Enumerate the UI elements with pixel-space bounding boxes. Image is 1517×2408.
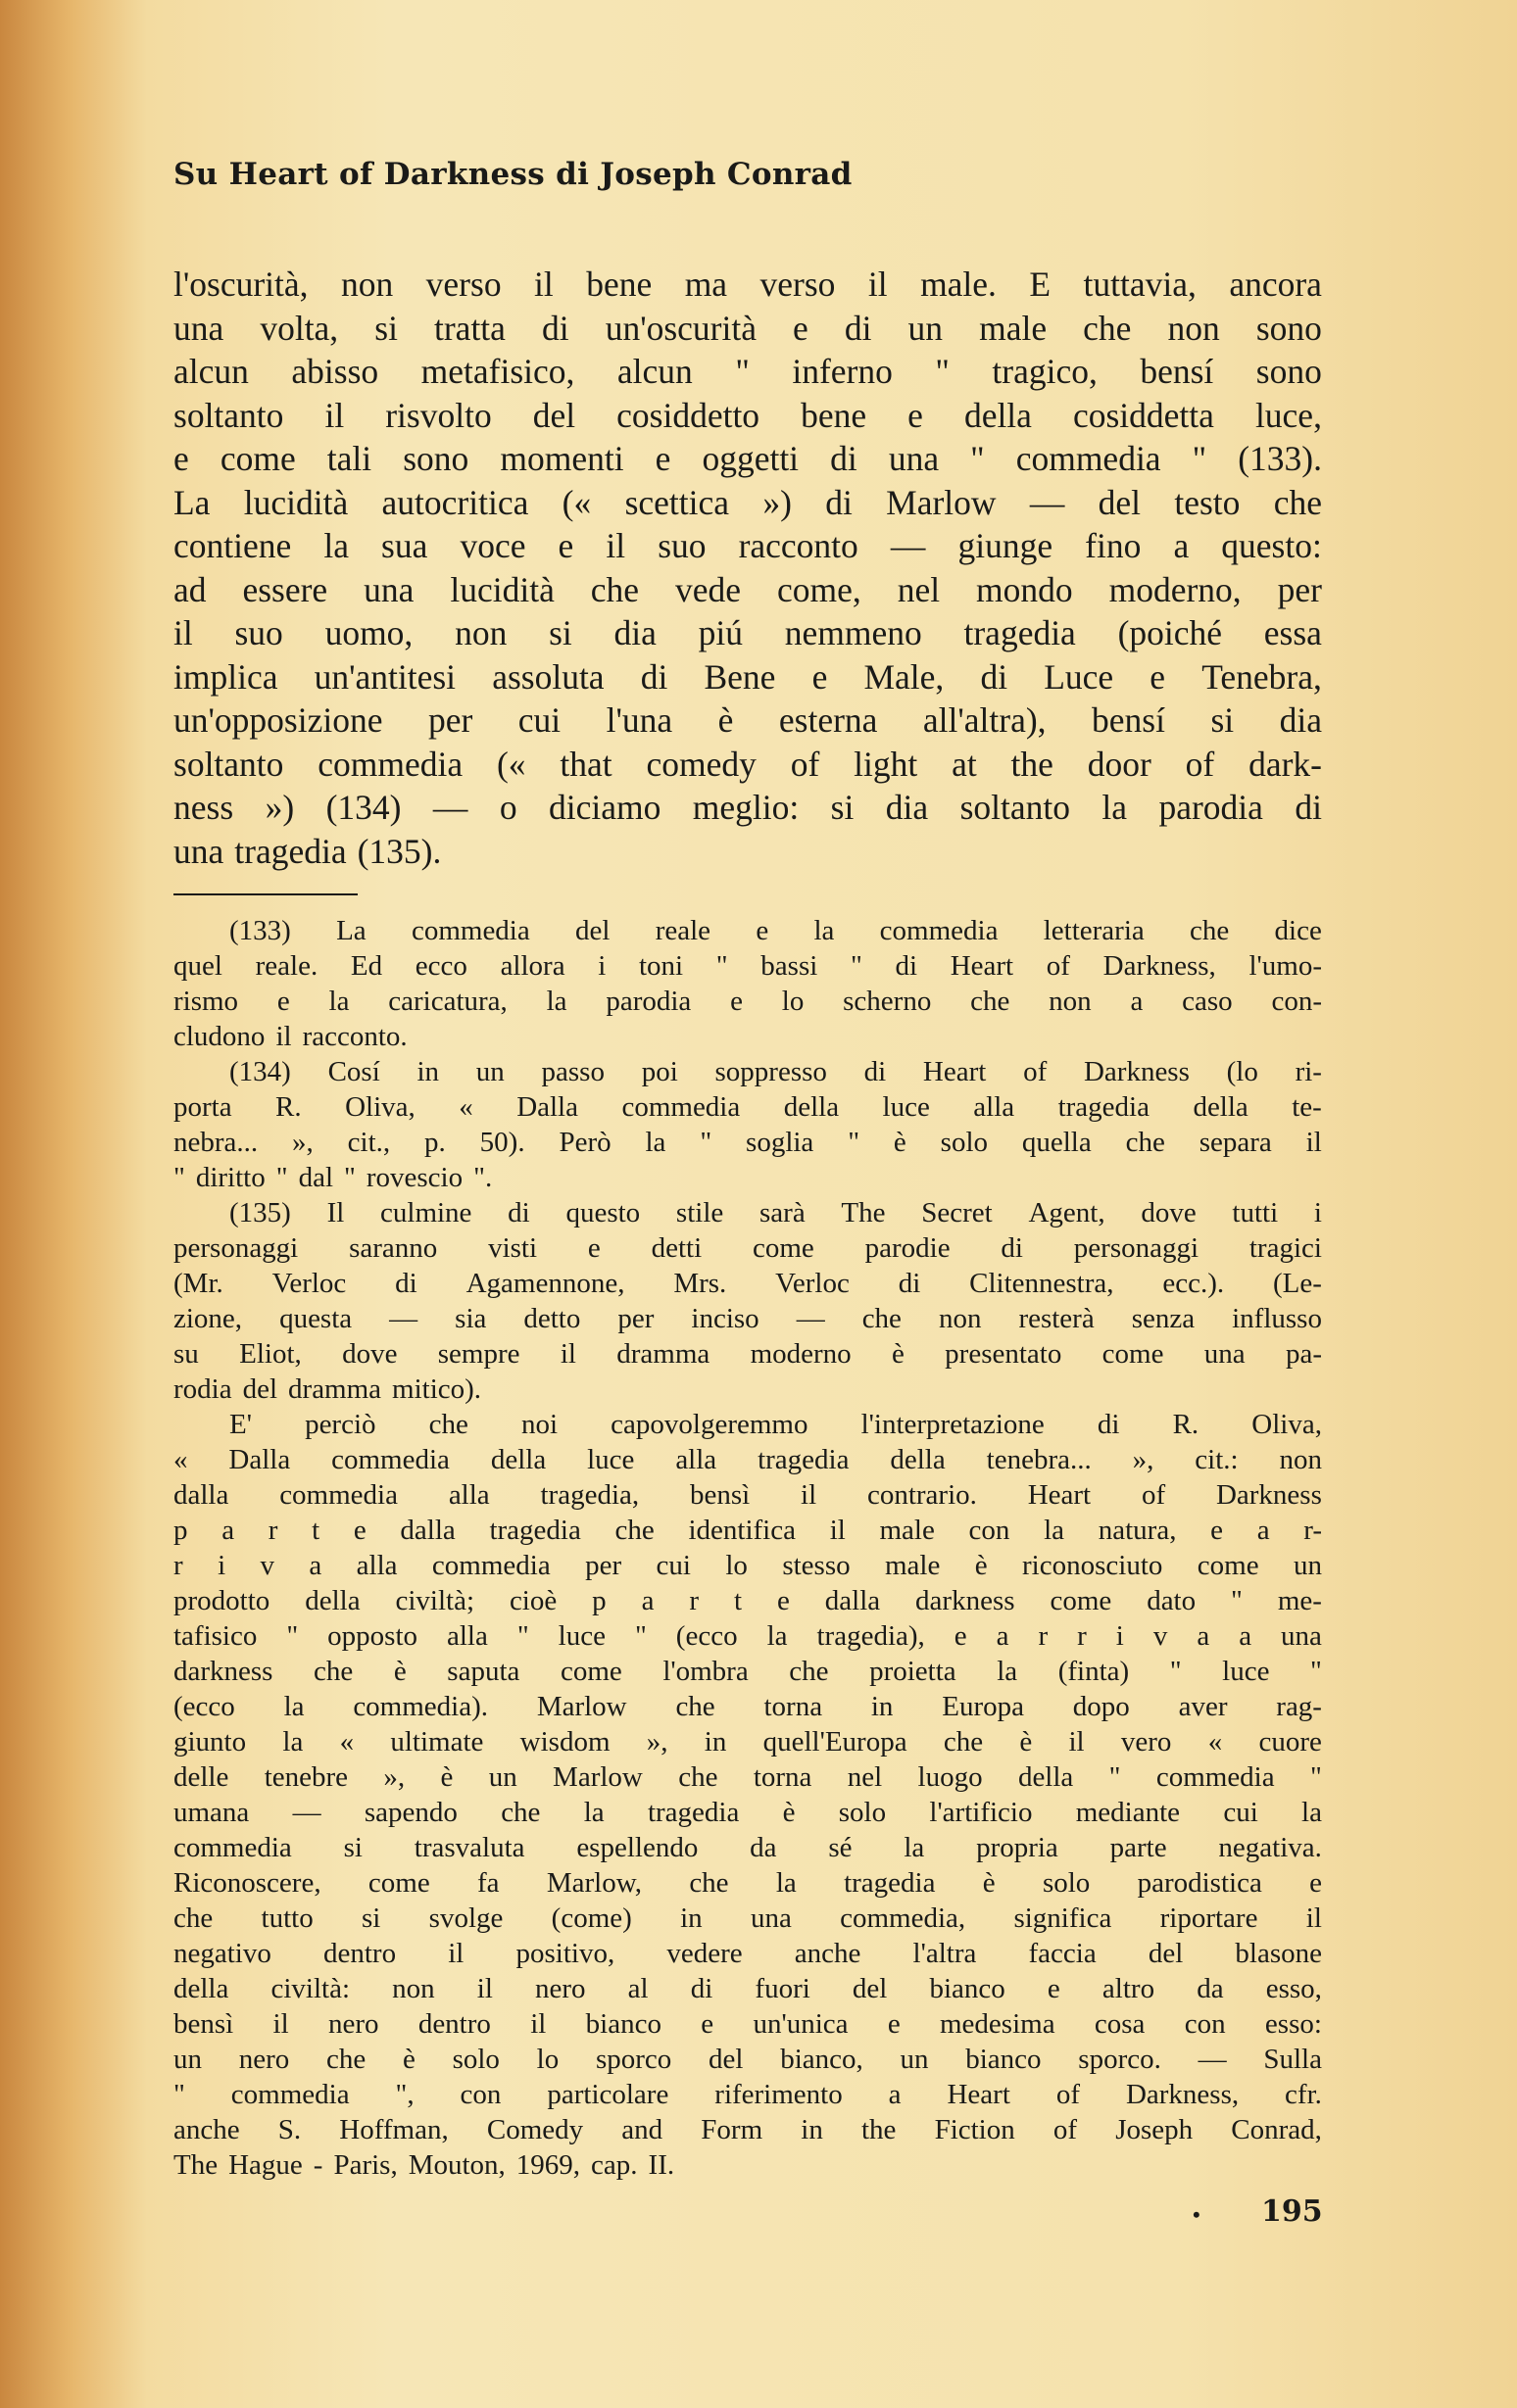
text-line: una tragedia (135). bbox=[173, 831, 442, 871]
footnote-line: (133) La commedia del reale e la commedia letteraria che dice bbox=[229, 915, 1322, 946]
footnote-line: nebra... », cit., p. 50). Però la " soglia " è solo quella che separa il bbox=[173, 1127, 1322, 1158]
text-line: e come tali sono momenti e oggetti di una " commedia " (133). bbox=[173, 439, 1322, 478]
footnote-line: commedia si trasvaluta espellendo da sé la propria parte negativa. bbox=[173, 1832, 1322, 1863]
footnote-line: " commedia ", con particolare riferimento a Heart of Darkness, cfr. bbox=[173, 2079, 1322, 2110]
footnote-line: Riconoscere, come fa Marlow, che la tragedia è solo parodistica e bbox=[173, 1867, 1322, 1899]
text-line: ad essere una lucidità che vede come, nel mondo moderno, per bbox=[173, 569, 1322, 609]
footnote-line: negativo dentro il positivo, vedere anche l'altra faccia del blasone bbox=[173, 1938, 1322, 1969]
footnote-line: quel reale. Ed ecco allora i toni " bassi " di Heart of Darkness, l'umo- bbox=[173, 950, 1322, 982]
running-header: Su Heart of Darkness di Joseph Conrad bbox=[173, 157, 853, 192]
footnote-line: (134) Cosí in un passo poi soppresso di Heart of Darkness (lo ri- bbox=[229, 1056, 1322, 1087]
footnote-line: prodotto della civiltà; cioè p a r t e dalla darkness come dato " me- bbox=[173, 1585, 1322, 1616]
footnote-line: che tutto si svolge (come) in una commedia, significa riportare il bbox=[173, 1902, 1322, 1934]
footnote-line: rodia del dramma mitico). bbox=[173, 1373, 482, 1405]
footnote-line: un nero che è solo lo sporco del bianco, un bianco sporco. — Sulla bbox=[173, 2044, 1322, 2075]
footnote-line: (Mr. Verloc di Agamennone, Mrs. Verloc di Clitennestra, ecc.). (Le- bbox=[173, 1268, 1322, 1299]
page-number: 195 bbox=[1261, 2194, 1323, 2229]
footnote-line: su Eliot, dove sempre il dramma moderno è presentato come una pa- bbox=[173, 1338, 1322, 1370]
footnote-line: umana — sapendo che la tragedia è solo l'artificio mediante cui la bbox=[173, 1797, 1322, 1828]
footnote-line: zione, questa — sia detto per inciso — che non resterà senza influsso bbox=[173, 1303, 1322, 1334]
footnote-line: « Dalla commedia della luce alla tragedia della tenebra... », cit.: non bbox=[173, 1444, 1322, 1475]
text-line: l'oscurità, non verso il bene ma verso il male. E tuttavia, ancora bbox=[173, 265, 1322, 304]
text-line: alcun abisso metafisico, alcun " inferno " tragico, bensí sono bbox=[173, 352, 1322, 391]
main-text bbox=[173, 263, 1322, 873]
footnote-line: The Hague - Paris, Mouton, 1969, cap. II. bbox=[173, 2149, 675, 2181]
text-line: soltanto commedia (« that comedy of light at the door of dark- bbox=[173, 744, 1322, 784]
footnotes bbox=[173, 913, 1322, 2183]
text-line: ness ») (134) — o diciamo meglio: si dia soltanto la parodia di bbox=[173, 788, 1322, 827]
footnote-line: r i v a alla commedia per cui lo stesso male è riconosciuto come un bbox=[173, 1550, 1322, 1581]
footnote-line: (ecco la commedia). Marlow che torna in Europa dopo aver rag- bbox=[173, 1691, 1322, 1722]
footnote-line: porta R. Oliva, « Dalla commedia della luce alla tragedia della te- bbox=[173, 1091, 1322, 1123]
footnote-line: rismo e la caricatura, la parodia e lo scherno che non a caso con- bbox=[173, 986, 1322, 1017]
footnote-line: giunto la « ultimate wisdom », in quell'Europa che è il vero « cuore bbox=[173, 1726, 1322, 1758]
footnote-line: della civiltà: non il nero al di fuori del bianco e altro da esso, bbox=[173, 1973, 1322, 2004]
text-line: La lucidità autocritica (« scettica ») di Marlow — del testo che bbox=[173, 482, 1322, 522]
footnote-line: personaggi saranno visti e detti come parodie di personaggi tragici bbox=[173, 1232, 1322, 1264]
footnote-line: " diritto " dal " rovescio ". bbox=[173, 1162, 493, 1193]
footnote-line: p a r t e dalla tragedia che identifica il male con la natura, e a r- bbox=[173, 1515, 1322, 1546]
footnote-line: tafisico " opposto alla " luce " (ecco la tragedia), e a r r i v a a una bbox=[173, 1620, 1322, 1652]
footnote-line: delle tenebre », è un Marlow che torna nel luogo della " commedia " bbox=[173, 1761, 1322, 1793]
footnote-line: bensì il nero dentro il bianco e un'unica e medesima cosa con esso: bbox=[173, 2008, 1322, 2040]
page-mark: • bbox=[1193, 2202, 1200, 2227]
footnote-line: cludono il racconto. bbox=[173, 1021, 408, 1052]
footnote-line: darkness che è saputa come l'ombra che proietta la (finta) " luce " bbox=[173, 1656, 1322, 1687]
footnote-divider bbox=[173, 893, 358, 895]
text-line: implica un'antitesi assoluta di Bene e Male, di Luce e Tenebra, bbox=[173, 656, 1322, 697]
text-line: una volta, si tratta di un'oscurità e di un male che non sono bbox=[173, 308, 1322, 348]
footnote-line: E' perciò che noi capovolgeremmo l'interpretazione di R. Oliva, bbox=[229, 1409, 1322, 1440]
footnote-line: dalla commedia alla tragedia, bensì il contrario. Heart of Darkness bbox=[173, 1479, 1322, 1511]
footnote-line: (135) Il culmine di questo stile sarà The Secret Agent, dove tutti i bbox=[229, 1197, 1322, 1228]
text-line: il suo uomo, non si dia piú nemmeno tragedia (poiché essa bbox=[173, 613, 1322, 652]
footnote-line: anche S. Hoffman, Comedy and Form in the Fiction of Joseph Conrad, bbox=[173, 2114, 1322, 2145]
text-line: un'opposizione per cui l'una è esterna all'altra), bensí si dia bbox=[173, 700, 1322, 740]
text-line: soltanto il risvolto del cosiddetto bene e della cosiddetta luce, bbox=[173, 395, 1322, 435]
text-line: contiene la sua voce e il suo racconto — giunge fino a questo: bbox=[173, 526, 1322, 565]
